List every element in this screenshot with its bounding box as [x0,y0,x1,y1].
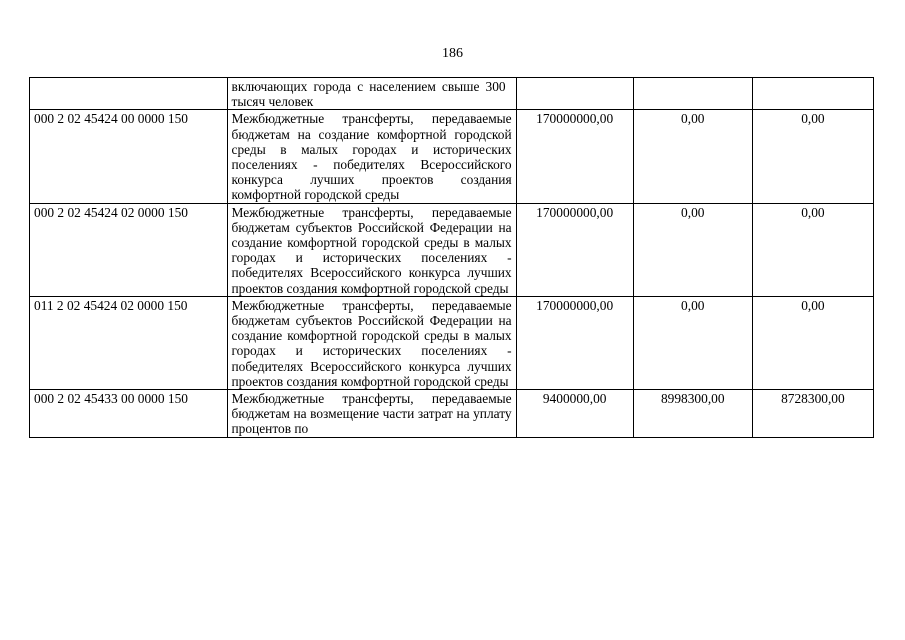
value-year2-cell: 0,00 [633,110,752,203]
value-year3-cell: 8728300,00 [752,390,873,438]
description-cell: включающих города с населением свыше 300 тысяч человек [227,78,516,110]
table-row [30,296,874,389]
value-year1-cell: 170000000,00 [516,203,633,296]
value-year3-cell: 0,00 [752,110,873,203]
budget-code-cell: 000 2 02 45424 00 0000 150 [30,110,228,203]
value-year2-cell [633,78,752,110]
table-row [30,203,874,296]
table-row [30,78,874,110]
budget-code-cell [30,78,228,110]
budget-table [29,77,874,438]
table-row [30,110,874,203]
budget-code-cell: 011 2 02 45424 02 0000 150 [30,296,228,389]
description-cell: Межбюджетные трансферты, передаваемые бюджетам на создание комфортной городской среды в малых городах и исторических поселениях - победителях Всероссийского конкурса лучших проектов создания комфортной городской среды [227,110,516,203]
value-year1-cell [516,78,633,110]
description-cell: Межбюджетные трансферты, передаваемые бюджетам субъектов Российской Федерации на создание комфортной городской среды в малых городах и исторических поселениях - победителях Всероссийского конкурса лучших проектов создания комфортной городской среды [227,296,516,389]
value-year3-cell [752,78,873,110]
value-year3-cell: 0,00 [752,296,873,389]
page-number: 186 [442,46,463,61]
value-year1-cell: 170000000,00 [516,296,633,389]
value-year2-cell: 0,00 [633,203,752,296]
value-year2-cell: 8998300,00 [633,390,752,438]
value-year3-cell: 0,00 [752,203,873,296]
value-year2-cell: 0,00 [633,296,752,389]
budget-code-cell: 000 2 02 45424 02 0000 150 [30,203,228,296]
budget-code-cell: 000 2 02 45433 00 0000 150 [30,390,228,438]
description-cell: Межбюджетные трансферты, передаваемые бюджетам субъектов Российской Федерации на создание комфортной городской среды в малых городах и исторических поселениях - победителях Всероссийского конкурса лучших проектов создания комфортной городской среды [227,203,516,296]
description-cell: Межбюджетные трансферты, передаваемые бюджетам на возмещение части затрат на уплату процентов по [227,390,516,438]
value-year1-cell: 9400000,00 [516,390,633,438]
table-row [30,390,874,438]
value-year1-cell: 170000000,00 [516,110,633,203]
